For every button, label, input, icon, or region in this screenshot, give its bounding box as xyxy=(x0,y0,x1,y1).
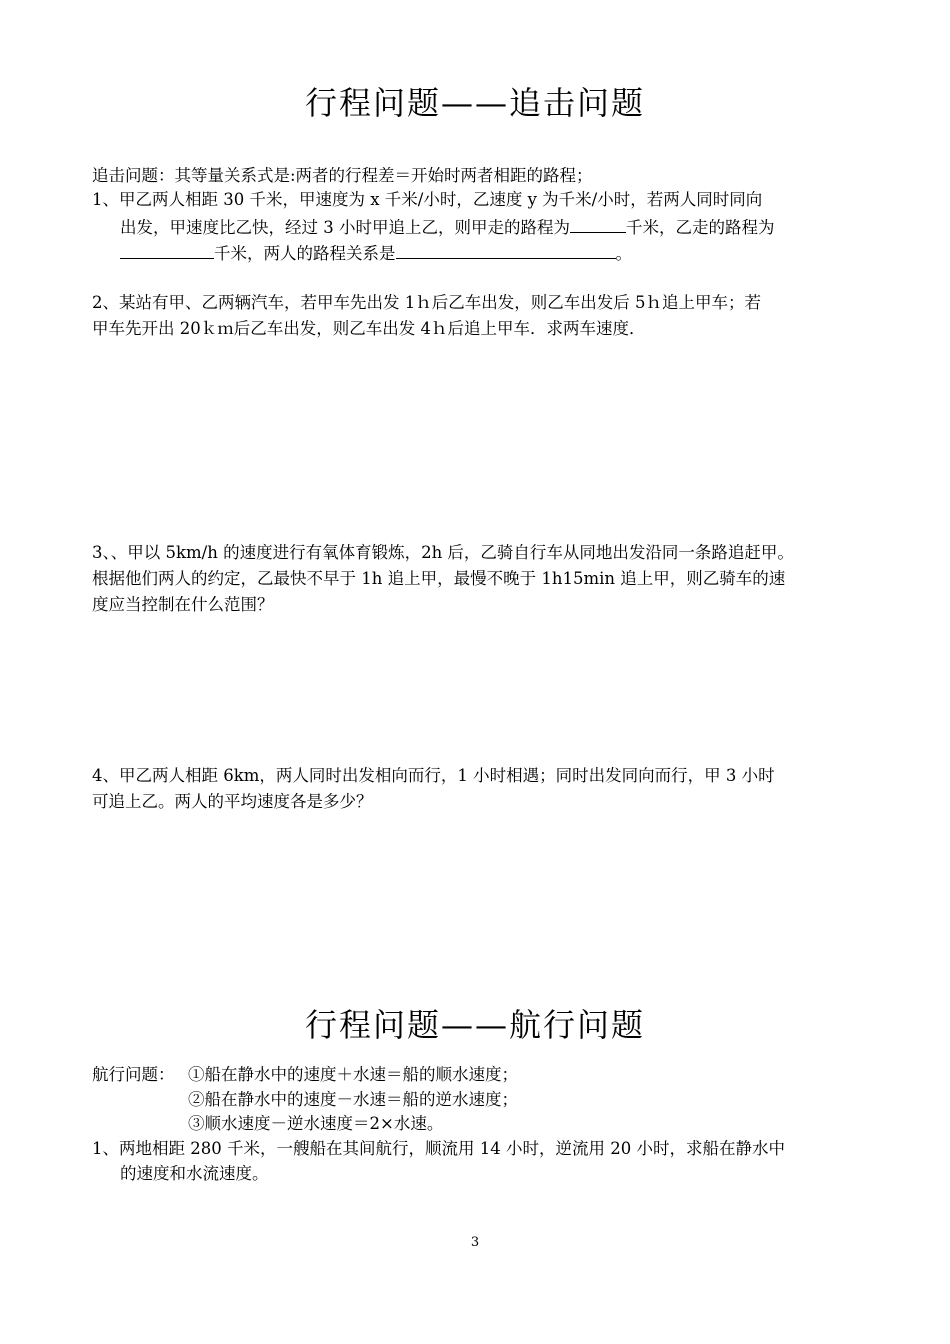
section-title-navigation: 行程问题——航行问题 xyxy=(304,1006,645,1044)
chase-q1-line2 xyxy=(120,214,775,240)
answer-blank-yi-distance[interactable] xyxy=(120,240,214,259)
chase-q1-line2-text-b: 千米，乙走的路程为 xyxy=(626,218,775,237)
navigation-q1-line1: 1、两地相距 280 千米，一艘船在其间航行，顺流用 14 小时，逆流用 20 小时，求船在静水中 xyxy=(92,1139,785,1158)
answer-blank-distance-relation[interactable] xyxy=(396,240,616,259)
chase-q3-line3: 度应当控制在什么范围？ xyxy=(92,595,274,614)
chase-q2-line1: 2、某站有甲、乙两辆汽车，若甲车先出发 1ｈ后乙车出发，则乙车出发后 5ｈ追上甲车；若 xyxy=(92,293,761,312)
chase-q3-line1: 3、、甲以 5km/h 的速度进行有氧体育锻炼，2h 后，乙骑自行车从同地出发沿同一条路追赶甲。 xyxy=(92,543,794,562)
answer-blank-jia-distance[interactable] xyxy=(570,214,626,233)
navigation-rule-2: ②船在静水中的速度－水速＝船的逆水速度； xyxy=(188,1090,518,1109)
navigation-intro-label: 航行问题： xyxy=(92,1065,175,1084)
chase-q4-line1: 4、甲乙两人相距 6km，两人同时出发相向而行，1 小时相遇；同时出发同向而行，甲 3 小时 xyxy=(92,766,775,785)
chase-q1-line1: 1、甲乙两人相距 30 千米，甲速度为 x 千米/小时，乙速度 y 为千米/小时，若两人同时同向 xyxy=(92,190,763,209)
chase-q2-line2: 甲车先开出 20ｋｍ后乙车出发，则乙车出发 4ｈ后追上甲车．求两车速度． xyxy=(92,319,646,338)
navigation-rule-1: ①船在静水中的速度＋水速＝船的顺水速度； xyxy=(188,1065,518,1084)
navigation-q1-line2: 的速度和水流速度。 xyxy=(120,1164,269,1183)
chase-q1-line3 xyxy=(120,240,632,266)
section-title-chase: 行程问题——追击问题 xyxy=(304,84,645,122)
navigation-rule-3: ③顺水速度－逆水速度＝2×水速。 xyxy=(188,1114,444,1133)
chase-q1-line3-text-b: 。 xyxy=(615,244,632,263)
page-number: 3 xyxy=(470,1235,480,1250)
chase-q3-line2: 根据他们两人的约定，乙最快不早于 1h 追上甲，最慢不晚于 1h15min 追上甲，则乙骑车的速 xyxy=(92,569,786,588)
chase-q1-line3-text-a: 千米，两人的路程关系是 xyxy=(214,244,396,263)
chase-q4-line2: 可追上乙。两人的平均速度各是多少？ xyxy=(92,792,373,811)
chase-intro: 追击问题：其等量关系式是:两者的行程差＝开始时两者相距的路程； xyxy=(92,166,593,185)
chase-q1-line2-text-a: 出发，甲速度比乙快，经过 3 小时甲追上乙，则甲走的路程为 xyxy=(120,218,570,237)
